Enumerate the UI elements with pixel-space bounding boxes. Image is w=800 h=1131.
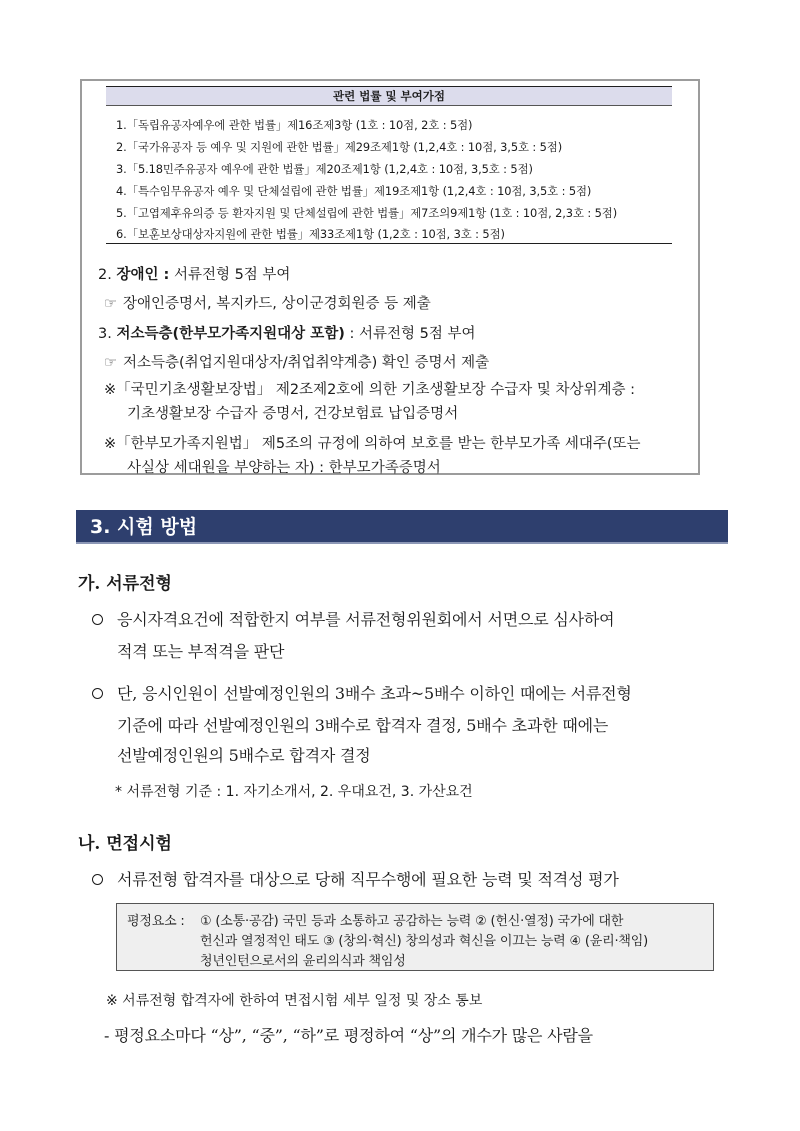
bullet-text: 단, 응시인원이 선발예정인원의 3배수 초과~5배수 이하인 때에는 서류전형 [117,684,632,703]
bullet-text: 응시자격요건에 적합한지 여부를 서류전형위원회에서 서면으로 심사하여 [117,610,615,629]
law-item: 6.「보훈보상대상자지원에 관한 법률」제33조제1항 (1,2호 : 10점, 3호 : 5점) [116,227,505,241]
bullet-circle-icon [92,874,103,885]
interview-notice: ※ 서류전형 합격자에 한하여 면접시험 세부 일정 및 장소 통보 [106,993,483,1009]
disabled-title: 장애인 : [116,267,170,283]
law-item: 1.「독립유공자예우에 관한 법률」제16조제3항 (1호 : 10점, 2호 : 5점) [116,118,473,132]
eval-line: 헌신과 열정적인 태도 ③ (창의·혁신) 창의성과 혁신을 이끄는 능력 ④ (윤리·책임) [200,934,648,949]
pointing-hand-icon: ☞ [104,355,117,371]
low-income-note-1-cont: 기초생활보장 수급자 증명서, 건강보험료 납입증명서 [127,406,459,422]
item-number: 2. [98,267,112,283]
law-item: 3.「5.18민주유공자 예우에 관한 법률」제20조제1항 (1,2,4호 : 10점, 3,5호 : 5점) [116,162,533,176]
section-title-bar: 3. 시험 방법 [76,510,728,544]
disabled-desc: 서류전형 5점 부여 [173,267,291,283]
low-income-note-1: ※「국민기초생활보장법」 제2조제2호에 의한 기초생활보장 수급자 및 차상위계층 : [104,382,635,398]
law-item: 4.「특수임무유공자 예우 및 단체설립에 관한 법률」제19조제1항 (1,2,4호 : 10점, 3,5호 : 5점) [116,184,592,198]
law-item: 5.「고엽제후유의증 등 환자지원 및 단체설립에 관한 법률」제7조의9제1항 (1호 : 10점, 2,3호 : 5점) [116,206,618,220]
disabled-item [98,263,290,284]
bullet-circle-icon [92,614,103,625]
low-income-desc: : 서류전형 5점 부여 [349,326,476,342]
document-screening-heading: 가. 서류전형 [78,574,172,594]
eval-label: 평정요소 : [127,914,185,929]
bullet-text: 기준에 따라 선발예정인원의 3배수로 합격자 결정, 5배수 초과한 때에는 [117,716,609,735]
eval-line: ① (소통·공감) 국민 등과 소통하고 공감하는 능력 ② (헌신·열정) 국가에 대한 [200,914,624,929]
low-income-note-2-cont: 사실상 세대원을 부양하는 자) : 한부모가족증명서 [127,460,441,476]
bullet-text: 선발예정인원의 5배수로 합격자 결정 [117,746,371,765]
rating-text: - 평정요소마다 “상”, “중”, “하”로 평정하여 “상”의 개수가 많은 사람을 [104,1026,593,1045]
note-mark: ※ [104,382,117,398]
low-income-note-2: ※「한부모가족지원법」 제5조의 규정에 의하여 보호를 받는 한부모가족 세대주(또는 [104,436,641,452]
low-income-docs: ☞ 저소득층(취업지원대상자/취업취약계층) 확인 증명서 제출 [104,355,490,371]
item-number: 3. [98,326,112,342]
bullet-text: 적격 또는 부적격을 판단 [117,642,285,661]
interview-heading: 나. 면접시험 [78,834,172,854]
bullet-circle-icon [92,688,103,699]
low-income-title: 저소득층(한부모가족지원대상 포함) [116,326,345,342]
bullet-text: 서류전형 합격자를 대상으로 당해 직무수행에 필요한 능력 및 적격성 평가 [117,870,619,889]
law-table-header: 관련 법률 및 부여가점 [106,86,672,106]
law-item: 2.「국가유공자 등 예우 및 지원에 관한 법률」제29조제1항 (1,2,4호 : 10점, 3,5호 : 5점) [116,140,563,154]
low-income-item [98,322,475,343]
eval-line: 청년인턴으로서의 윤리의식과 책임성 [200,954,406,969]
pointing-hand-icon: ☞ [104,296,117,312]
law-table-bottom-rule [106,243,672,244]
note-mark: ※ [104,436,117,452]
screening-criteria-note: * 서류전형 기준 : 1. 자기소개서, 2. 우대요건, 3. 가산요건 [115,784,473,800]
disabled-docs: ☞ 장애인증명서, 복지카드, 상이군경회원증 등 제출 [104,296,431,312]
